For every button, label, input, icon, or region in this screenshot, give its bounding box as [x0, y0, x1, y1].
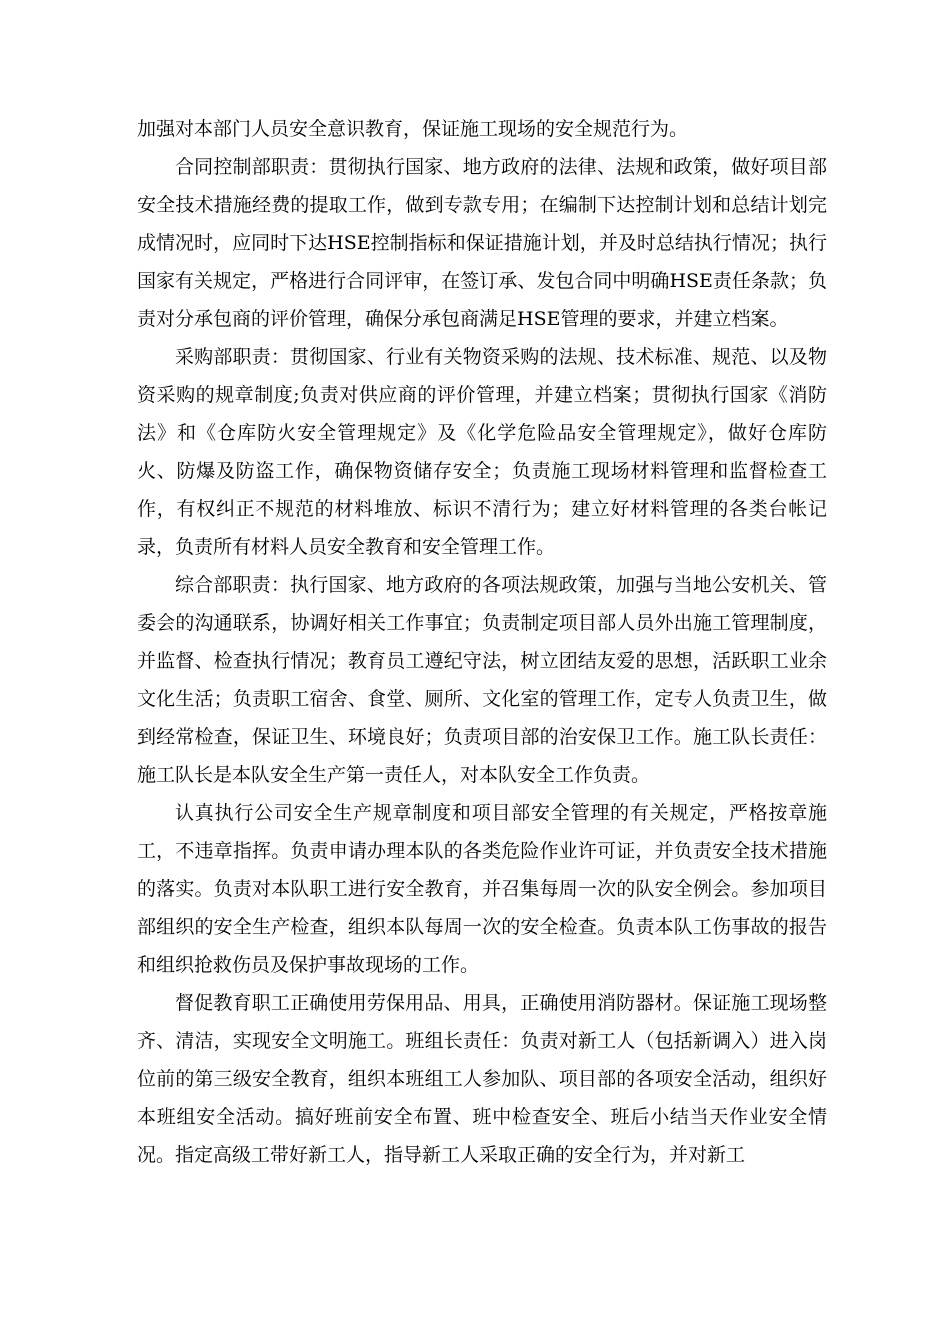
paragraph-general-affairs-duties: 综合部职责：执行国家、地方政府的各项法规政策，加强与当地公安机关、管委会的沟通联系，协调好相关工作事宜；负责制定项目部人员外出施工管理制度，并监督、检查执行情况；教育员工遵纪守法，树立团结友爱的思想，活跃职工业余文化生活；负责职工宿舍、食堂、厕所、文化室的管理工作，定专人负责卫生，做到经常检查，保证卫生、环境良好；负责项目部的治安保卫工作。施工队长责任：施工队长是本队安全生产第一责任人，对本队安全工作负责。: [137, 574, 827, 786]
paragraph-procurement-duties: 采购部职责：贯彻国家、行业有关物资采购的法规、技术标准、规范、以及物资采购的规章制度;负责对供应商的评价管理，并建立档案；贯彻执行国家《消防法》和《仓库防火安全管理规定》及《化学危险品安全管理规定》，做好仓库防火、防爆及防盗工作，确保物资储存安全；负责施工现场材料管理和监督检查工作，有权纠正不规范的材料堆放、标识不清行为；建立好材料管理的各类台帐记录，负责所有材料人员安全教育和安全管理工作。: [137, 346, 827, 558]
paragraph-continuation: 加强对本部门人员安全意识教育，保证施工现场的安全规范行为。: [137, 118, 689, 140]
paragraph-supervision-duties: 督促教育职工正确使用劳保用品、用具，正确使用消防器材。保证施工现场整齐、清洁，实现安全文明施工。班组长责任：负责对新工人（包括新调入）进入岗位前的第三级安全教育，组织本班组工人参加队、项目部的各项安全活动，组织好本班组安全活动。搞好班前安全布置、班中检查安全、班后小结当天作业安全情况。指定高级工带好新工人，指导新工人采取正确的安全行为，并对新工: [137, 992, 827, 1166]
paragraph-contract-control-duties: 合同控制部职责：贯彻执行国家、地方政府的法律、法规和政策，做好项目部安全技术措施经费的提取工作，做到专款专用；在编制下达控制计划和总结计划完成情况时，应同时下达HSE控制指标和保证措施计划，并及时总结执行情况；执行国家有关规定，严格进行合同评审，在签订承、发包合同中明确HSE责任条款；负责对分承包商的评价管理，确保分承包商满足HSE管理的要求，并建立档案。: [137, 156, 827, 330]
document-body: [137, 110, 827, 1174]
paragraph-team-leader-duties: 认真执行公司安全生产规章制度和项目部安全管理的有关规定，严格按章施工，不违章指挥。负责申请办理本队的各类危险作业许可证，并负责安全技术措施的落实。负责对本队职工进行安全教育，并召集每周一次的队安全例会。参加项目部组织的安全生产检查，组织本队每周一次的安全检查。负责本队工伤事故的报告和组织抢救伤员及保护事故现场的工作。: [137, 802, 827, 976]
